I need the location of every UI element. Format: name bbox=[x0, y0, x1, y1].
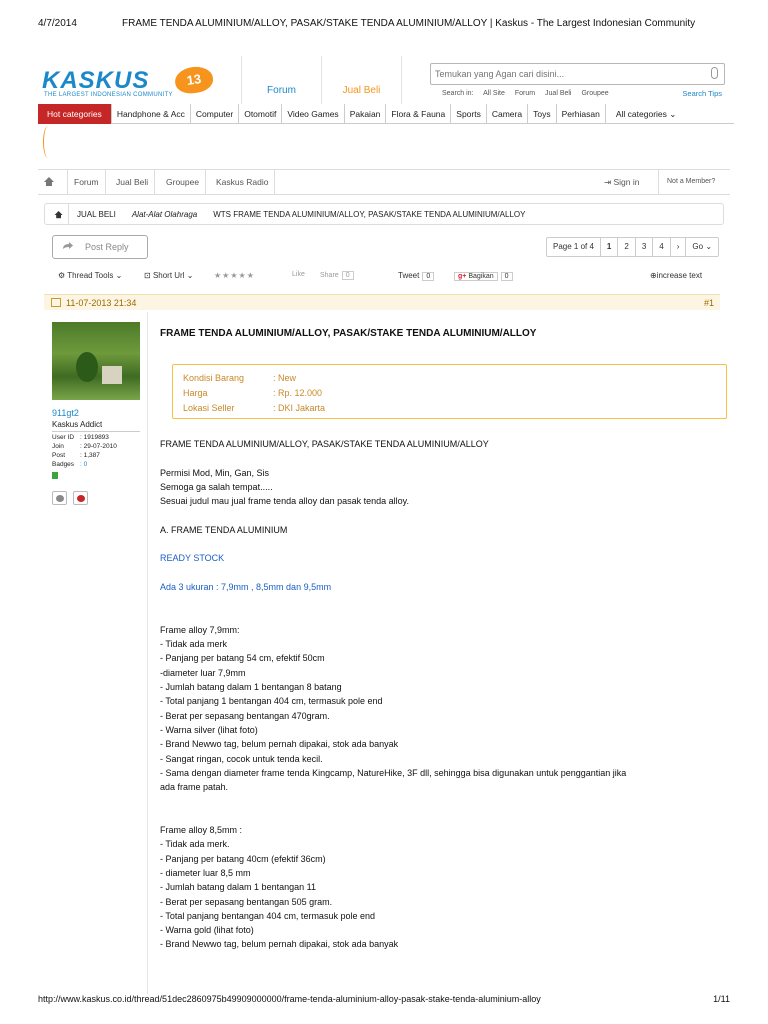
body-line: - Warna silver (lihat foto) bbox=[160, 724, 258, 735]
body-line: ada frame patah. bbox=[160, 782, 229, 793]
increase-text-button[interactable] bbox=[650, 271, 702, 280]
print-title: FRAME TENDA ALUMINIUM/ALLOY, PASAK/STAKE TENDA ALUMINIUM/ALLOY | Kaskus - The Largest Indonesian Community bbox=[122, 18, 696, 29]
body-line: - Sangat ringan, cocok untuk tenda kecil. bbox=[160, 753, 323, 764]
spacer bbox=[160, 508, 725, 522]
go-button[interactable] bbox=[686, 238, 718, 256]
stat-label: Post bbox=[52, 452, 66, 459]
body-line: -diameter luar 7,9mm bbox=[160, 667, 246, 678]
spacer bbox=[160, 566, 725, 580]
microphone-icon[interactable] bbox=[711, 67, 718, 79]
thread-tools-label: Thread Tools bbox=[67, 271, 114, 280]
page-label: Page 1 of 4 bbox=[547, 238, 601, 256]
search-tips-link[interactable]: Search Tips bbox=[682, 89, 722, 98]
like-button[interactable]: Like bbox=[292, 271, 305, 278]
info-label: Kondisi Barang bbox=[183, 373, 245, 383]
member-nav-jual-beli[interactable]: Jual Beli bbox=[110, 170, 155, 194]
print-url: http://www.kaskus.co.id/thread/51dec2860975b49909000000/frame-tenda-aluminium-alloy-pasak-stake-tenda-aluminium-alloy bbox=[38, 994, 541, 1004]
reply-arrow-icon bbox=[62, 241, 74, 253]
info-row-harga bbox=[183, 386, 726, 401]
chevron-down-icon: ⌄ bbox=[115, 271, 123, 280]
member-nav-groupee[interactable]: Groupee bbox=[160, 170, 206, 194]
body-line: Frame alloy 8,5mm : bbox=[160, 825, 243, 836]
search-option-all-site[interactable]: All Site bbox=[483, 90, 505, 97]
breadcrumb-home[interactable] bbox=[45, 204, 69, 224]
short-url-label: Short Url bbox=[152, 271, 185, 280]
search-option-jual-beli[interactable]: Jual Beli bbox=[545, 90, 572, 97]
stat-value: : 1,387 bbox=[80, 452, 100, 459]
tweet-label: Tweet bbox=[398, 271, 420, 280]
chevron-down-icon: ⌄ bbox=[186, 271, 194, 280]
share-button[interactable] bbox=[320, 271, 354, 280]
body-line: - Sama dengan diameter frame tenda Kingcamp, NatureHike, 3F dll, sehingga bisa digunakan untuk penggantian jika bbox=[160, 767, 627, 778]
category-perhiasan[interactable]: Perhiasan bbox=[557, 104, 606, 124]
category-computer[interactable]: Computer bbox=[191, 104, 239, 124]
kaskus-logo[interactable] bbox=[42, 62, 212, 102]
user-stat-userid bbox=[52, 434, 140, 441]
body-line: - Total panjang bentangan 404 cm, termasuk pole end bbox=[160, 910, 375, 921]
sign-in-link[interactable] bbox=[604, 170, 639, 194]
spacer bbox=[160, 794, 725, 808]
avatar-tree bbox=[76, 352, 98, 382]
body-line: - Jumlah batang dalam 1 bentangan 11 bbox=[160, 882, 316, 893]
info-value: : New bbox=[273, 373, 297, 383]
post-reply-button[interactable] bbox=[52, 235, 148, 259]
search-input[interactable] bbox=[430, 63, 725, 85]
search-in-label: Search in: bbox=[442, 90, 474, 97]
breadcrumb-jual-beli[interactable]: JUAL BELI bbox=[77, 209, 116, 219]
body-line: Permisi Mod, Min, Gan, Sis bbox=[160, 467, 270, 478]
home-icon bbox=[44, 177, 54, 187]
category-all[interactable] bbox=[606, 104, 682, 124]
body-line: - Tidak ada merk bbox=[160, 639, 228, 650]
body-line: - Jumlah batang dalam 1 bentangan 8 batang bbox=[160, 682, 342, 693]
body-line: - Warna gold (lihat foto) bbox=[160, 925, 254, 936]
category-otomotif[interactable]: Otomotif bbox=[239, 104, 282, 124]
spacer bbox=[160, 609, 725, 623]
body-line: - Brand Newwo tag, belum pernah dipakai, stok ada banyak bbox=[160, 739, 399, 750]
info-value: : Rp. 12.000 bbox=[273, 388, 323, 398]
chevron-down-icon: ⌄ bbox=[669, 109, 677, 119]
body-line: - Total panjang 1 bentangan 404 cm, termasuk pole end bbox=[160, 696, 383, 707]
body-line: - Berat per sepasang bentangan 470gram. bbox=[160, 710, 330, 721]
post-content bbox=[160, 328, 725, 952]
post-title: FRAME TENDA ALUMINIUM/ALLOY, PASAK/STAKE TENDA ALUMINIUM/ALLOY bbox=[160, 328, 537, 339]
decorative-ribbon-icon bbox=[43, 126, 53, 158]
info-value: : DKI Jakarta bbox=[273, 403, 326, 413]
sign-in-label: Sign in bbox=[613, 177, 640, 187]
member-nav-kaskus-radio[interactable]: Kaskus Radio bbox=[210, 170, 275, 194]
home-button[interactable] bbox=[38, 170, 68, 194]
stat-label: Badges bbox=[52, 461, 75, 468]
body-line: - diameter luar 8,5 mm bbox=[160, 867, 251, 878]
category-camera[interactable]: Camera bbox=[487, 104, 528, 124]
link-icon: ⊡ bbox=[144, 271, 151, 280]
tweet-button[interactable] bbox=[398, 271, 434, 281]
logo-tagline: THE LARGEST INDONESIAN COMMUNITY bbox=[44, 92, 173, 98]
item-info-box bbox=[172, 364, 727, 419]
body-line: - Panjang per batang 54 cm, efektif 50cm bbox=[160, 653, 325, 664]
top-bar bbox=[38, 56, 730, 104]
share-label: Share bbox=[320, 272, 339, 279]
body-line: - Berat per sepasang bentangan 505 gram. bbox=[160, 896, 333, 907]
user-stat-post bbox=[52, 452, 140, 459]
google-plus-icon: g+ Bagikan bbox=[454, 272, 498, 281]
info-row-kondisi bbox=[183, 371, 726, 386]
username[interactable]: 911gt2 bbox=[52, 408, 79, 418]
thread-tools-dropdown[interactable] bbox=[58, 271, 122, 280]
body-line: - Brand Newwo tag, belum pernah dipakai, stok ada banyak bbox=[160, 939, 399, 950]
bagikan-label: Bagikan bbox=[468, 273, 494, 280]
page-1[interactable]: 1 bbox=[601, 238, 618, 256]
message-button[interactable] bbox=[52, 491, 67, 505]
breadcrumb bbox=[44, 203, 724, 225]
page-2[interactable]: 2 bbox=[618, 238, 635, 256]
reputation-bar bbox=[52, 472, 58, 479]
not-member-link[interactable]: Not a Member? bbox=[658, 170, 715, 194]
member-nav bbox=[38, 169, 730, 195]
post-body bbox=[160, 437, 725, 952]
spacer bbox=[160, 594, 725, 608]
category-all-label: All categories bbox=[615, 109, 667, 119]
category-hot[interactable]: Hot categories bbox=[38, 104, 112, 124]
category-pakaian[interactable]: Pakaian bbox=[345, 104, 387, 124]
user-stat-join bbox=[52, 443, 140, 450]
stat-value: : 0 bbox=[80, 461, 88, 468]
logo-text: KASKUS bbox=[42, 67, 150, 94]
nav-tab-jual-beli[interactable]: Jual Beli bbox=[321, 56, 401, 104]
report-button[interactable] bbox=[73, 491, 88, 505]
category-toys[interactable]: Toys bbox=[528, 104, 556, 124]
breadcrumb-thread: WTS FRAME TENDA ALUMINIUM/ALLOY, PASAK/STAKE TENDA ALUMINIUM/ALLOY bbox=[213, 209, 526, 219]
body-line: FRAME TENDA ALUMINIUM/ALLOY, PASAK/STAKE TENDA ALUMINIUM/ALLOY bbox=[160, 439, 489, 449]
post-date: 11-07-2013 21:34 bbox=[66, 298, 137, 308]
print-date: 4/7/2014 bbox=[38, 18, 77, 29]
sign-in-icon: ⇥ bbox=[604, 177, 614, 187]
search-option-groupee[interactable]: Groupee bbox=[581, 90, 609, 97]
print-header bbox=[38, 18, 730, 32]
user-stat-badges bbox=[52, 461, 140, 468]
user-profile bbox=[52, 322, 140, 505]
category-bar bbox=[38, 104, 734, 124]
gear-icon: ⚙ bbox=[58, 271, 66, 280]
report-icon bbox=[77, 495, 85, 502]
category-video-games[interactable]: Video Games bbox=[282, 104, 344, 124]
share-count: 0 bbox=[342, 271, 354, 280]
rating-stars[interactable]: ★★★★★ bbox=[214, 271, 255, 280]
category-handphone[interactable]: Handphone & Acc bbox=[112, 104, 191, 124]
home-icon bbox=[55, 211, 68, 219]
nav-tab-forum[interactable]: Forum bbox=[241, 56, 321, 104]
spacer bbox=[160, 809, 725, 823]
avatar-hut bbox=[102, 366, 122, 384]
body-line: - Panjang per batang 40cm (efektif 36cm) bbox=[160, 853, 326, 864]
user-rank: Kaskus Addict bbox=[52, 420, 140, 432]
stat-label: Join bbox=[52, 443, 64, 450]
bagikan-button[interactable] bbox=[454, 271, 513, 281]
body-line: Semoga ga salah tempat..... bbox=[160, 481, 273, 492]
info-label: Harga bbox=[183, 388, 208, 398]
info-row-lokasi bbox=[183, 401, 726, 416]
section-heading: A. FRAME TENDA ALUMINIUM bbox=[160, 524, 288, 535]
message-icon bbox=[56, 495, 64, 502]
post-reply-label: Post Reply bbox=[85, 242, 129, 252]
go-label: Go bbox=[692, 242, 704, 251]
search-option-forum[interactable]: Forum bbox=[514, 90, 536, 97]
stat-value: : 29-07-2010 bbox=[80, 443, 117, 450]
search-options bbox=[442, 90, 617, 97]
body-line: Frame alloy 7,9mm: bbox=[160, 624, 240, 635]
page-3[interactable]: 3 bbox=[636, 238, 653, 256]
page-4[interactable]: 4 bbox=[653, 238, 670, 256]
next-page-button[interactable]: › bbox=[671, 238, 687, 256]
spacer bbox=[160, 537, 725, 551]
body-line: Sesuai judul mau jual frame tenda alloy dan pasak tenda alloy. bbox=[160, 496, 409, 507]
increase-text-label: increase text bbox=[656, 271, 703, 280]
user-actions bbox=[52, 491, 140, 505]
zoom-icon: ⊕ bbox=[650, 271, 657, 280]
ready-stock-text: READY STOCK bbox=[160, 553, 225, 564]
post-number[interactable]: #1 bbox=[703, 298, 714, 308]
breadcrumb-category[interactable]: Alat-Alat Olahraga bbox=[131, 209, 198, 219]
stat-label: User ID bbox=[52, 434, 75, 441]
anniversary-badge: 13 bbox=[173, 64, 214, 95]
checkbox-icon[interactable] bbox=[51, 298, 61, 307]
print-footer bbox=[38, 994, 730, 1008]
pagination bbox=[546, 237, 719, 257]
column-divider bbox=[147, 312, 148, 994]
tweet-count: 0 bbox=[422, 272, 434, 281]
category-sports[interactable]: Sports bbox=[451, 104, 487, 124]
bagikan-count: 0 bbox=[501, 272, 513, 281]
print-page-number: 1/11 bbox=[713, 994, 730, 1004]
thread-toolbar bbox=[58, 271, 718, 285]
category-flora-fauna[interactable]: Flora & Fauna bbox=[386, 104, 451, 124]
search-area bbox=[401, 56, 730, 104]
info-label: Lokasi Seller bbox=[183, 403, 235, 413]
sizes-text: Ada 3 ukuran : 7,9mm , 8,5mm dan 9,5mm bbox=[160, 581, 332, 592]
spacer bbox=[160, 451, 725, 465]
avatar[interactable] bbox=[52, 322, 140, 400]
member-nav-forum[interactable]: Forum bbox=[68, 170, 106, 194]
short-url-dropdown[interactable] bbox=[144, 271, 193, 280]
chevron-down-icon: ⌄ bbox=[705, 242, 713, 251]
post-header bbox=[44, 294, 720, 310]
stat-value: : 1919893 bbox=[80, 434, 109, 441]
body-line: - Tidak ada merk. bbox=[160, 839, 230, 850]
